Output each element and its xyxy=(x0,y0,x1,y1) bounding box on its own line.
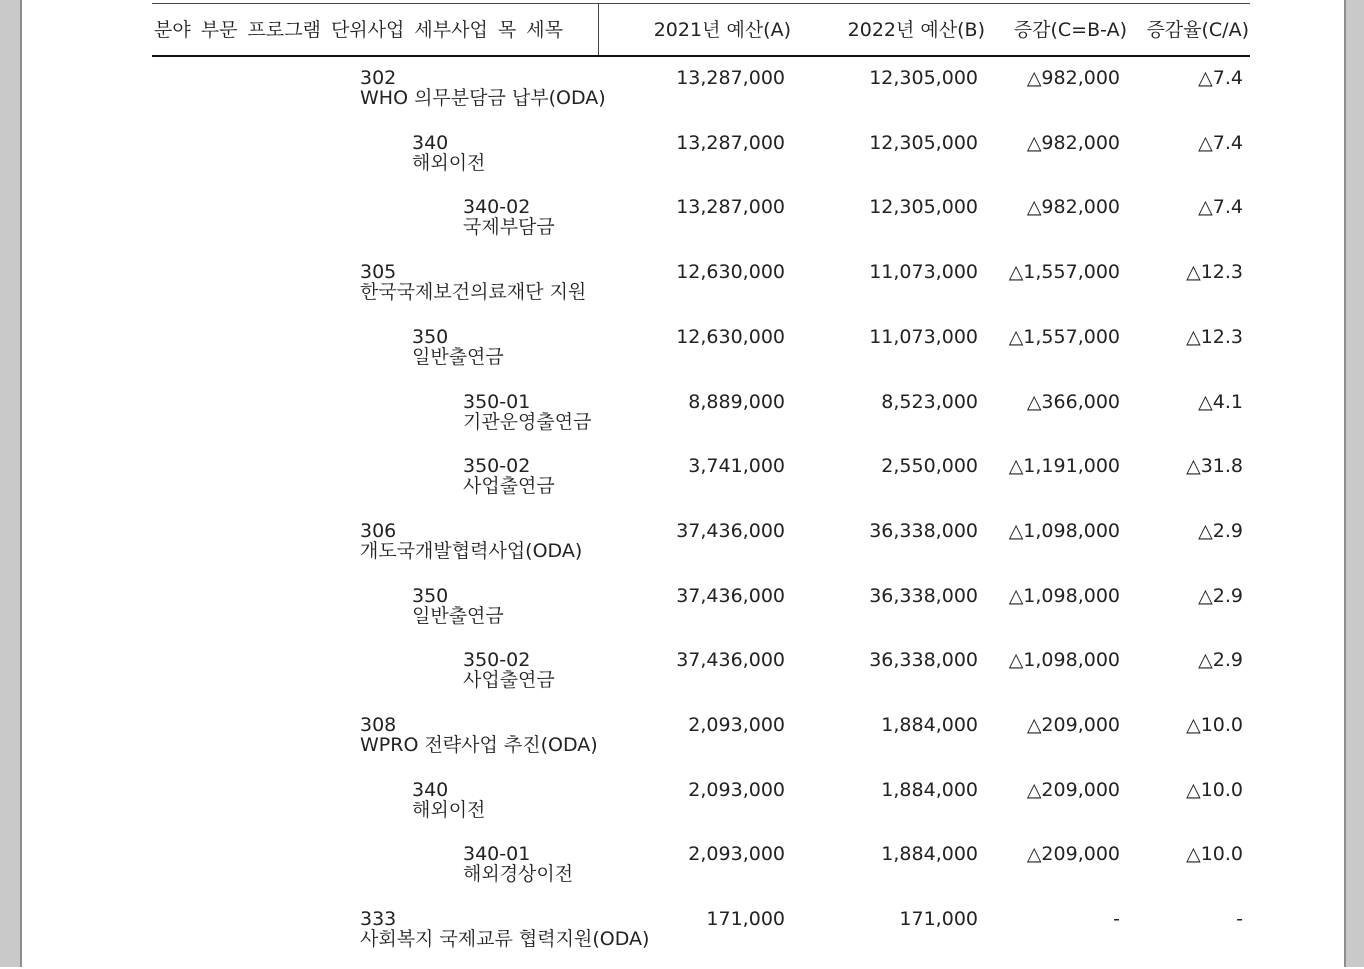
change-rate-cell: △12.3 xyxy=(1186,261,1243,283)
item-name: 해외이전 xyxy=(412,799,486,821)
budget-2022-cell: 1,884,000 xyxy=(881,779,978,801)
budget-2022-cell: 12,305,000 xyxy=(869,196,978,218)
item-code: 340 xyxy=(412,132,449,154)
header-budget-2022: 2022년 예산(B) xyxy=(847,19,985,41)
item-code: 305 xyxy=(360,261,397,283)
change-cell: △1,557,000 xyxy=(1008,326,1120,348)
budget-2022-cell: 1,884,000 xyxy=(881,843,978,865)
header-change-rate: 증감율(C/A) xyxy=(1146,19,1249,41)
budget-2021-cell: 2,093,000 xyxy=(688,843,785,865)
budget-2022-cell: 11,073,000 xyxy=(869,326,978,348)
table-row xyxy=(0,68,1364,128)
item-code: 308 xyxy=(360,714,397,736)
budget-2022-cell: 1,884,000 xyxy=(881,714,978,736)
change-cell: △209,000 xyxy=(1026,843,1120,865)
change-rate-cell: △2.9 xyxy=(1198,585,1243,607)
change-cell: △982,000 xyxy=(1026,132,1120,154)
change-rate-cell: - xyxy=(1236,908,1243,930)
item-name: 기관운영출연금 xyxy=(463,411,592,433)
item-code: 350-01 xyxy=(463,391,531,413)
header-budget-2021: 2021년 예산(A) xyxy=(653,19,791,41)
budget-2021-cell: 12,630,000 xyxy=(676,326,785,348)
budget-2022-cell: 36,338,000 xyxy=(869,585,978,607)
item-name: 한국국제보건의료재단 지원 xyxy=(360,281,587,303)
change-rate-cell: △12.3 xyxy=(1186,326,1243,348)
change-cell: △1,098,000 xyxy=(1008,585,1120,607)
change-rate-cell: △10.0 xyxy=(1186,843,1243,865)
budget-2022-cell: 11,073,000 xyxy=(869,261,978,283)
budget-2021-cell: 13,287,000 xyxy=(676,196,785,218)
table-row xyxy=(0,586,1364,646)
header-change: 증감(C=B-A) xyxy=(1013,19,1127,41)
change-cell: △1,098,000 xyxy=(1008,520,1120,542)
change-rate-cell: △4.1 xyxy=(1198,391,1243,413)
table-row xyxy=(0,844,1364,904)
budget-2021-cell: 171,000 xyxy=(706,908,785,930)
budget-2021-cell: 8,889,000 xyxy=(688,391,785,413)
change-cell: △209,000 xyxy=(1026,714,1120,736)
item-code: 350 xyxy=(412,585,449,607)
budget-2021-cell: 37,436,000 xyxy=(676,649,785,671)
change-rate-cell: △7.4 xyxy=(1198,196,1243,218)
table-row xyxy=(0,197,1364,257)
budget-2021-cell: 13,287,000 xyxy=(676,132,785,154)
header-categories: 분야 부문 프로그램 단위사업 세부사업 목 세목 xyxy=(154,19,563,41)
item-name: 일반출연금 xyxy=(412,605,504,627)
item-name: 사업출연금 xyxy=(463,669,555,691)
item-name: 국제부담금 xyxy=(463,216,555,238)
change-cell: △982,000 xyxy=(1026,67,1120,89)
item-code: 333 xyxy=(360,908,397,930)
change-rate-cell: △31.8 xyxy=(1186,455,1243,477)
item-name: 해외경상이전 xyxy=(463,863,574,885)
budget-2021-cell: 12,630,000 xyxy=(676,261,785,283)
change-cell: △1,557,000 xyxy=(1008,261,1120,283)
item-code: 340-01 xyxy=(463,843,531,865)
budget-2022-cell: 36,338,000 xyxy=(869,649,978,671)
table-row xyxy=(0,392,1364,452)
change-rate-cell: △10.0 xyxy=(1186,779,1243,801)
change-cell: △209,000 xyxy=(1026,779,1120,801)
budget-2021-cell: 13,287,000 xyxy=(676,67,785,89)
table-row xyxy=(0,521,1364,581)
item-name: 사업출연금 xyxy=(463,475,555,497)
change-cell: - xyxy=(1113,908,1120,930)
item-name: 사회복지 국제교류 협력지원(ODA) xyxy=(360,928,650,950)
table-row xyxy=(0,456,1364,516)
change-rate-cell: △2.9 xyxy=(1198,520,1243,542)
change-cell: △366,000 xyxy=(1026,391,1120,413)
item-code: 302 xyxy=(360,67,397,89)
change-cell: △982,000 xyxy=(1026,196,1120,218)
item-name: 개도국개발협력사업(ODA) xyxy=(360,540,583,562)
item-name: WPRO 전략사업 추진(ODA) xyxy=(360,734,598,756)
budget-2022-cell: 12,305,000 xyxy=(869,132,978,154)
change-rate-cell: △7.4 xyxy=(1198,132,1243,154)
budget-2021-cell: 3,741,000 xyxy=(688,455,785,477)
budget-2022-cell: 2,550,000 xyxy=(881,455,978,477)
budget-2022-cell: 8,523,000 xyxy=(881,391,978,413)
table-row xyxy=(0,133,1364,193)
budget-2021-cell: 37,436,000 xyxy=(676,520,785,542)
budget-2022-cell: 36,338,000 xyxy=(869,520,978,542)
change-rate-cell: △7.4 xyxy=(1198,67,1243,89)
table-row xyxy=(0,650,1364,710)
item-code: 350-02 xyxy=(463,455,531,477)
item-code: 306 xyxy=(360,520,397,542)
budget-2021-cell: 2,093,000 xyxy=(688,779,785,801)
item-name: 해외이전 xyxy=(412,152,486,174)
budget-2021-cell: 37,436,000 xyxy=(676,585,785,607)
item-code: 350 xyxy=(412,326,449,348)
item-code: 340-02 xyxy=(463,196,531,218)
budget-2022-cell: 12,305,000 xyxy=(869,67,978,89)
change-cell: △1,098,000 xyxy=(1008,649,1120,671)
budget-2022-cell: 171,000 xyxy=(899,908,978,930)
table-row xyxy=(0,327,1364,387)
table-row xyxy=(0,262,1364,322)
item-name: WHO 의무분담금 납부(ODA) xyxy=(360,87,606,109)
item-name: 일반출연금 xyxy=(412,346,504,368)
change-rate-cell: △2.9 xyxy=(1198,649,1243,671)
item-code: 340 xyxy=(412,779,449,801)
change-cell: △1,191,000 xyxy=(1008,455,1120,477)
change-rate-cell: △10.0 xyxy=(1186,714,1243,736)
table-row xyxy=(0,909,1364,969)
table-row xyxy=(0,715,1364,775)
budget-2021-cell: 2,093,000 xyxy=(688,714,785,736)
item-code: 350-02 xyxy=(463,649,531,671)
table-row xyxy=(0,780,1364,840)
